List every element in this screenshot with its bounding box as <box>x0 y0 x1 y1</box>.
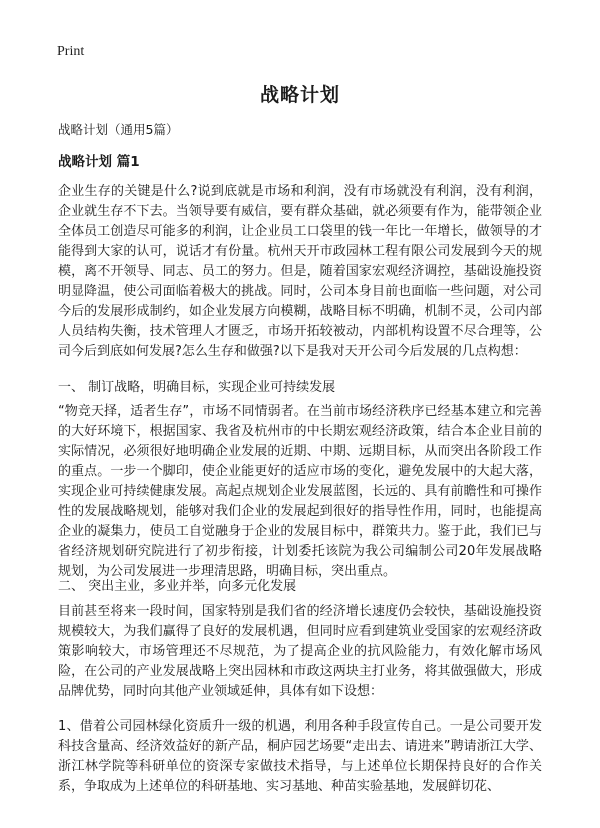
paragraph-point-1: 1、借着公司园林绿化资质升一级的机遇，利用各种手段宣传自己。一是公司要开发科技含量高、经济效益好的新产品，桐庐园艺场要“走出去、请进来”聘请浙江大学、浙江林学院等科研单位的资深专家做技术指导，与上述单位长期保持良好的合作关系，争取成为上述单位的科研基地、实习基地、种苗实验基地，发展鲜切花、 <box>58 719 542 794</box>
heading-strategy: 一、 制订战略，明确目标，实现企业可持续发展 <box>58 380 336 395</box>
paragraph-strategy: “物竞天择，适者生存”，市场不同情弱者。在当前市场经济秩序已经基本建立和完善的大好环境下，根据国家、我省及杭州市的中长期宏观经济政策，结合本企业目前的实际情况，必须很好地明确企业发展的近期、中期、远期目标，从而突出各阶段工作的重点。一步一个脚印，使企业能更好的适应市场的变化，避免发展中的大起大落，实现企业可持续健康发展。高起点规划企业发展蓝图，长远的、具有前瞻性和可操作性的发展战略规划，能够对我们企业的发展起到很好的指导性作用，同时，也能提高企业的凝集力，使员工自觉融身于企业的发展目标中，群策共力。鉴于此，我们已与省经济规划研究院进行了初步衔接，计划委托该院为我公司编制公司20年发展战略规划，为公司发展进一步理清思路，明确目标，突出重点。 <box>58 404 542 579</box>
document-subtitle: 战略计划（通用5篇） <box>58 122 179 137</box>
print-link[interactable]: Print <box>57 44 85 59</box>
paragraph-intro: 企业生存的关键是什么?说到底就是市场和利润，没有市场就没有利润，没有利润，企业就生存不下去。当领导要有威信，要有群众基础，就必须要有作为，能带领企业全体员工创造尽可能多的利润，让企业员工口袋里的钱一年比一年增长，做领导的才能得到大家的认可，说话才有份量。杭州天开市政园林工程有限公司发展到今天的规模，离不开领导、同志、员工的努力。但是，随着国家宏观经济调控，基础设施投资明显降温，使公司面临着极大的挑战。同时，公司本身目前也面临一些问题，对公司今后的发展形成制约，如企业发展方向模糊，战略目标不明确，机制不灵，公司内部人员结构失衡，技术管理人才匮乏，市场开拓较被动，内部机构设置不尽合理等，公司今后到底如何发展?怎么生存和做强?以下是我对天开公司今后发展的几点构想： <box>58 184 542 359</box>
heading-diversify: 二、 突出主业，多业并举，向多元化发展 <box>58 579 297 594</box>
document-title: 战略计划 <box>259 84 340 106</box>
section-title: 战略计划 篇1 <box>58 154 140 170</box>
paragraph-diversify: 目前甚至将来一段时间，国家特别是我们省的经济增长速度仍会较快，基础设施投资规模较大，为我们赢得了良好的发展机遇，但同时应看到建筑业受国家的宏观经济政策影响较大，市场管理还不尽规范，为了提高企业的抗风险能力，有效化解市场风险，在公司的产业发展战略上突出园林和市政这两块主打业务，将其做强做大，形成品牌优势，同时向其他产业领域延伸，具体有如下设想： <box>58 604 542 699</box>
